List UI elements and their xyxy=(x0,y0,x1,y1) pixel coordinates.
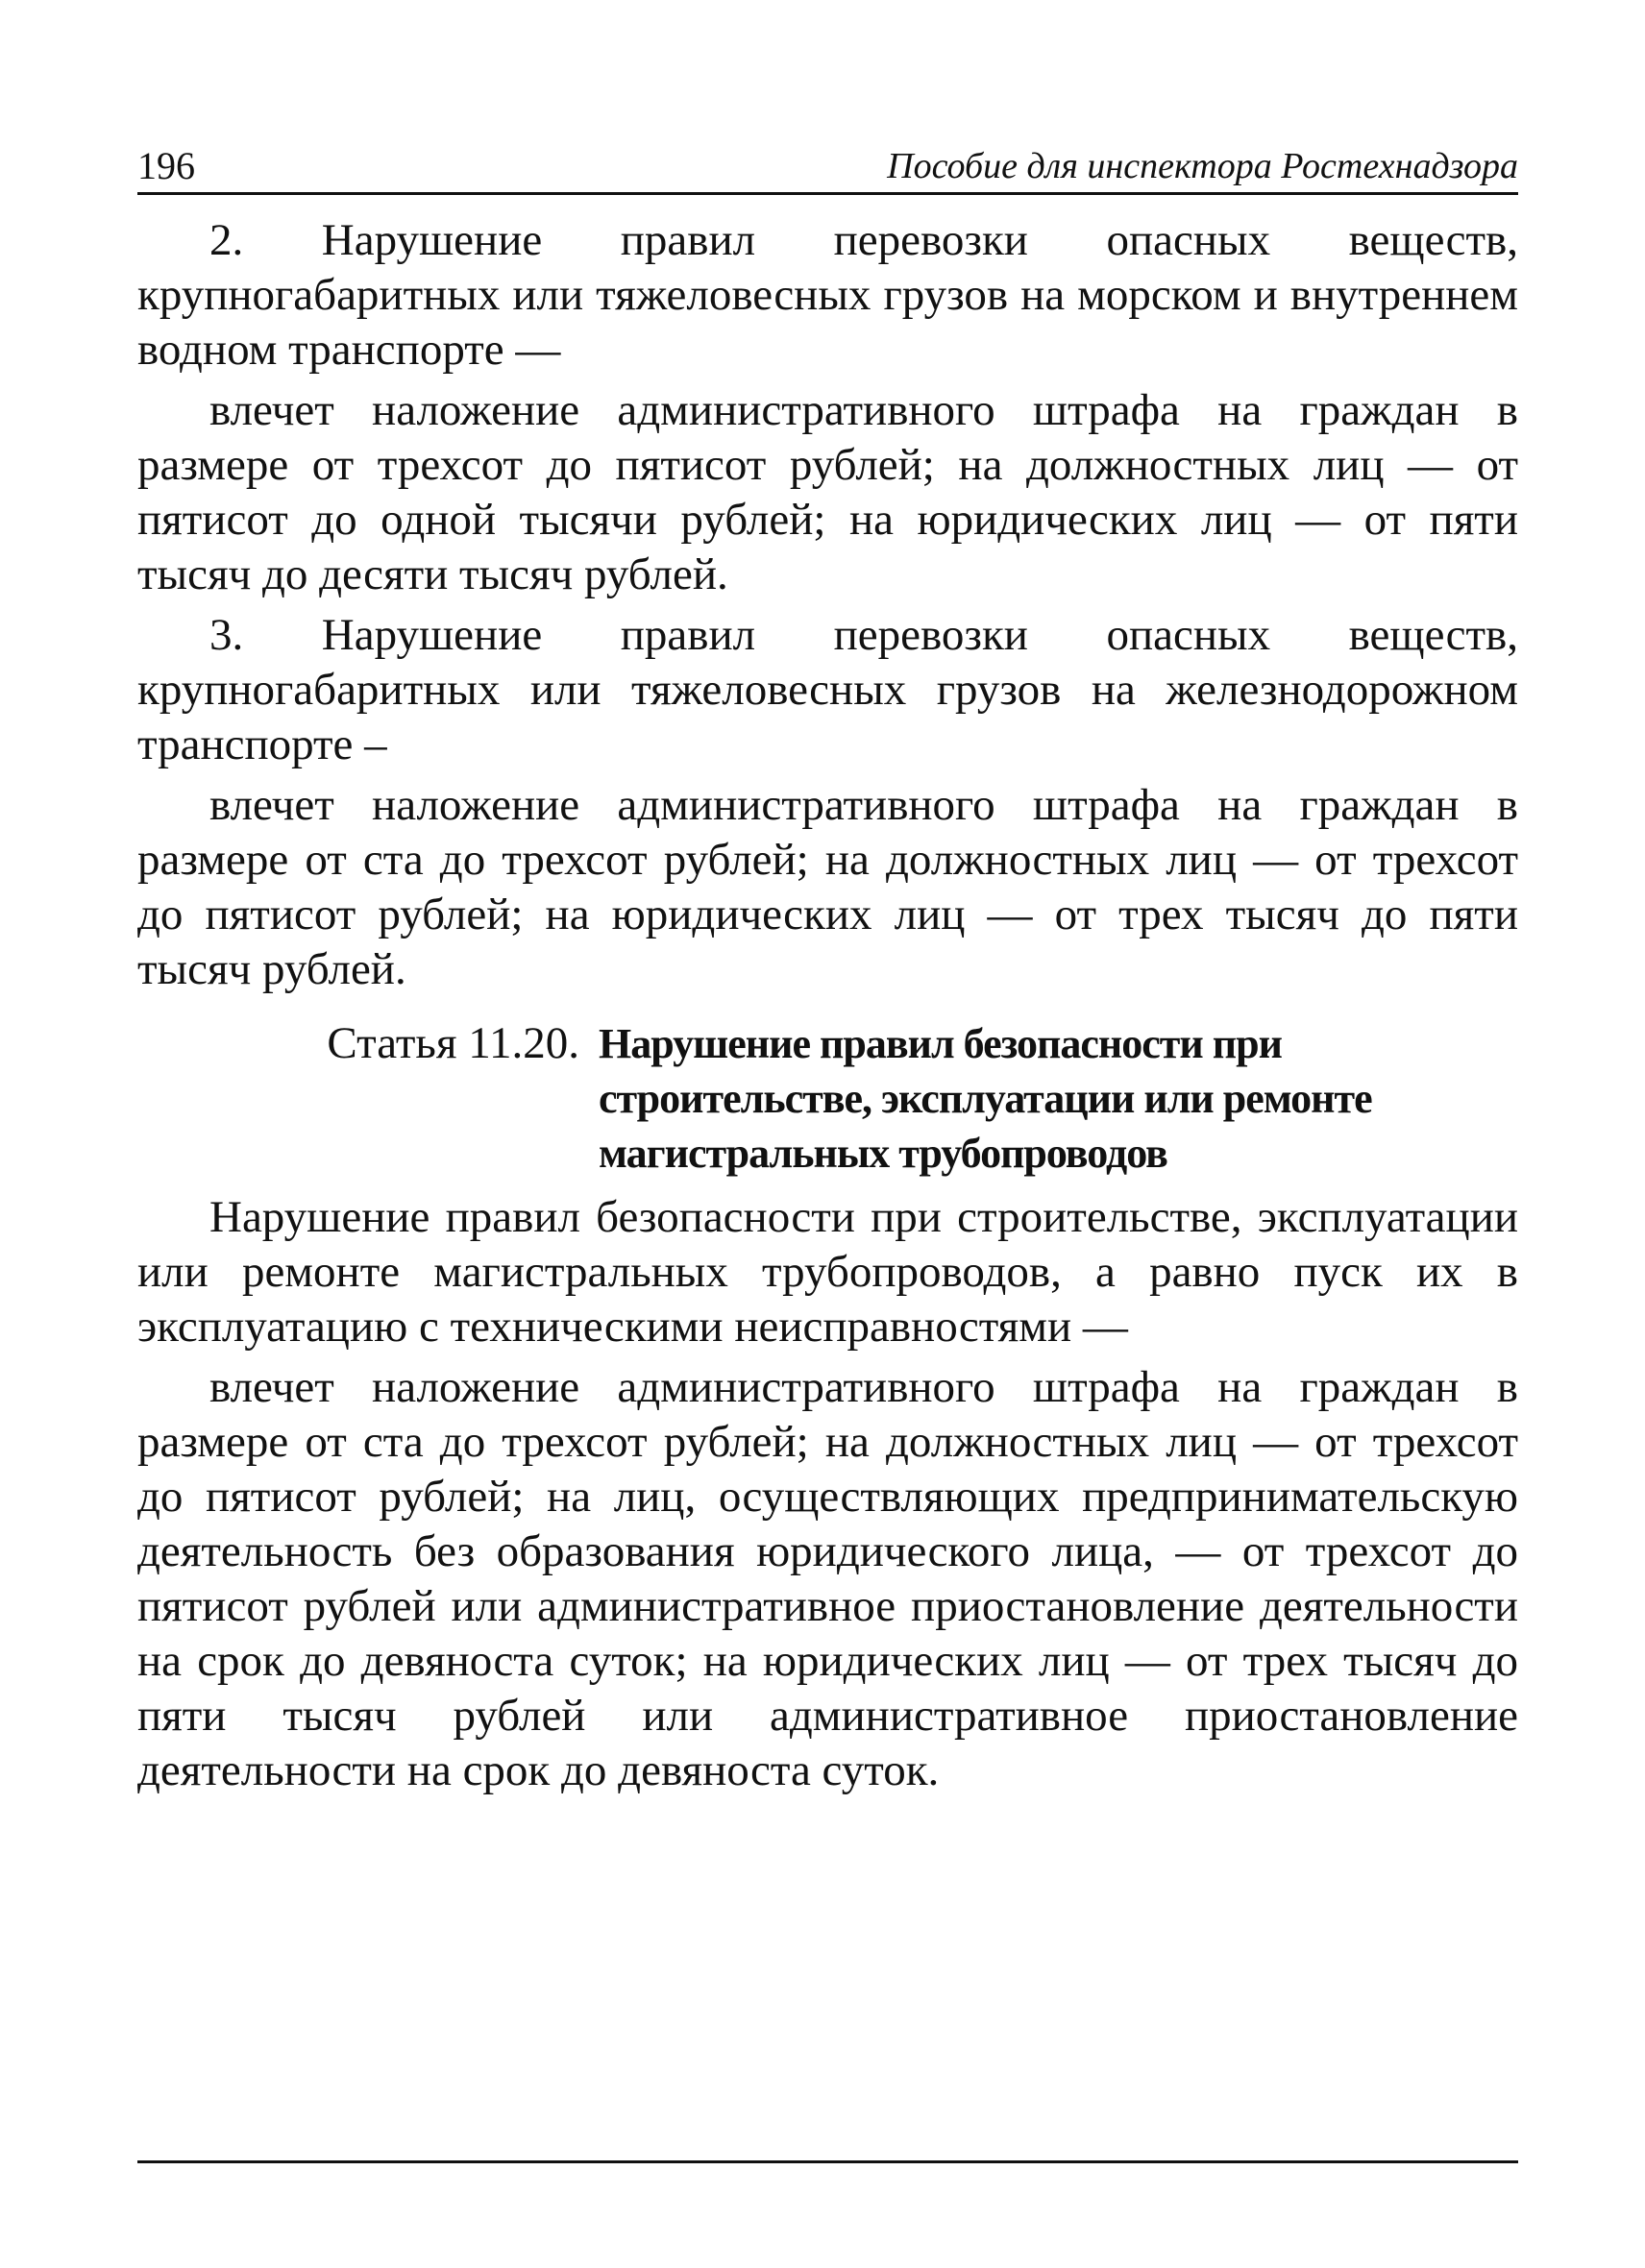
paragraph-penalty-3: влечет наложение административного штрафа на граждан в размере от ста до трехсот рублей; на должностных лиц — от трехсот до пятисот рублей; на юридических лиц — от трех тысяч до пяти тысяч рублей. xyxy=(137,780,1518,994)
article-heading xyxy=(137,1016,1518,1181)
paragraph-penalty-2: влечет наложение административного штрафа на граждан в размере от трехсот до пятисот рублей; на должностных лиц — от пятисот до одной тысячи рублей; на юридических лиц — от пяти тысяч до десяти тысяч рублей. xyxy=(137,385,1518,599)
footer-divider xyxy=(137,2160,1518,2163)
paragraph-item-2: 2. Нарушение правил перевозки опасных веществ, крупногабаритных или тяжеловесных грузов на морском и внутреннем водном транспорте — xyxy=(137,215,1518,375)
page-number: 196 xyxy=(137,144,195,187)
paragraph-item-3: 3. Нарушение правил перевозки опасных веществ, крупногабаритных или тяжеловесных грузов на железнодорожном транспорте – xyxy=(137,610,1518,769)
article-paragraph-offense: Нарушение правил безопасности при строительстве, эксплуатации или ремонте магистральных трубопроводов, а равно пуск их в эксплуатацию с техническими неисправностями — xyxy=(137,1192,1518,1352)
article-title: Нарушение правил безопасности при строительстве, эксплуатации или ремонте магистральных трубопроводов xyxy=(599,1020,1372,1177)
running-title: Пособие для инспектора Ростехнадзора xyxy=(887,146,1518,186)
article-label: Статья 11.20. xyxy=(327,1018,579,1068)
page-header xyxy=(137,144,1518,195)
page-body xyxy=(137,213,1518,1804)
article-paragraph-penalty: влечет наложение административного штрафа на граждан в размере от ста до трехсот рублей; на должностных лиц — от трехсот до пятисот рублей; на лиц, осуществляющих предпринимательскую деятельность без образования юридического лица, — от трехсот до пятисот рублей или административное приостановление деятельности на срок до девяноста суток; на юридических лиц — от трех тысяч до пяти тысяч рублей или административное приостановление деятельности на срок до девяноста суток. xyxy=(137,1362,1518,1795)
